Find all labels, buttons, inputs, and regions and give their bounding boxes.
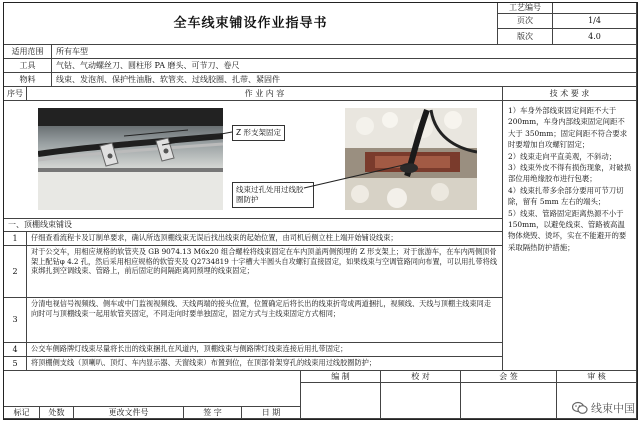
bracket-callout-leader [160, 128, 234, 148]
step-number: 5 [4, 357, 27, 371]
index-column-header: 序号 [4, 87, 27, 101]
meta-label-version: 版次 [498, 29, 553, 45]
step-text: 公交车侧路牌灯线束尽量将长出的线束捆扎在风道内，顶棚线束与侧路牌灯线束连接后用扎带固定； [27, 343, 503, 357]
countersign-sign-field [461, 383, 557, 419]
materials-value: 线束、发泡剂、保护性油脂、软管夹、过线胶圈、扎带、紧固件 [52, 73, 637, 87]
countersign-label: 会 签 [461, 371, 557, 383]
grommet-callout-leader [300, 160, 415, 192]
grommet-photo [345, 108, 477, 210]
audit-label: 审 核 [557, 371, 637, 383]
signature-label: 签 字 [184, 407, 242, 419]
step-number: 1 [4, 232, 27, 246]
meta-value-process-no [553, 3, 637, 14]
meta-value-page: 1/4 [553, 14, 637, 29]
check-sign-field [381, 383, 461, 419]
wechat-icon [572, 401, 588, 415]
watermark-text: 线束中国 [591, 402, 635, 415]
grommet-callout: 线束过孔处用过线胶圈防护 [232, 182, 314, 208]
ceiling-bracket-photo [38, 108, 223, 210]
step-text: 仔细查看流程卡及订制单要求，确认所选顶棚线束无误后找出线束的起始位置，由司机后侧立柱上端开始铺设线束； [27, 232, 503, 246]
watermark [572, 400, 635, 416]
section-title: 一、顶棚线束铺设 [4, 219, 503, 232]
scope-value: 所有车型 [52, 45, 637, 59]
bracket-callout: Z 形支架固定 [232, 125, 285, 141]
check-label: 校 对 [381, 371, 461, 383]
mark-label: 标记 [4, 407, 40, 419]
sign-blank-area [4, 371, 301, 407]
technical-requirements: 1）车身外部线束固定间距不大于 200mm，车身内部线束固定间距不大于 350mm；固定间距不符合要求时要增加自攻螺钉固定； 2）线束走向平直美观，不斜动； 3）线束外皮不得有损伤现象，对破损部位用绝缘胶布进行包裹； 4）线束扎带多余部分要用可节刀切除，留有 5mm 左右的端头； 5）线束、管路固定距离热源不小于 150mm，以避免线束、管路被高温物体烧毁、烫坏，实在不能避开的要采取隔热防护措施； [503, 101, 637, 371]
meta-label-process-no: 工艺编号 [498, 3, 553, 14]
edit-sign-field [301, 383, 381, 419]
step-text: 分清电视信号视频线、侧车或中门监视视频线、天线两端的接头位置，位置确定后将长出的线束折弯成两道捆扎，视频线、天线与顶棚主线束同走向时可与顶棚线束一起用软管夹固定，不同走向时要单独固定，固定方式与主线束固定方式相同； [27, 298, 503, 343]
document-title: 全车线束铺设作业指导书 [4, 3, 498, 45]
count-label: 处数 [40, 407, 74, 419]
date-label: 日 期 [242, 407, 301, 419]
step-number: 4 [4, 343, 27, 357]
step-text: 对于公交车，用相应规格的软管夹及 GB 9074.13 M6x20 组合螺栓将线束固定在车内顶盖两侧预埋的 Z 形支架上；对于旅游车，在车内两侧顶骨架上配钻φ 4.2 孔，然后采用相应规格的软管夹及 Q2734819 十字槽大半圆头自攻螺钉直接固定，如果线束与空调管路同向布置，可以用扎带将线束绑扎到空调线束、管路上，前后固定的间隔距离同预埋的线束固定； [27, 246, 503, 298]
step-number: 2 [4, 246, 27, 298]
step-text: 将顶棚侧支线（顶喇叭、顶灯、车内显示器、天窗线束）布置到位，在顶部骨架穿孔的线束用过线胶圈防护； [27, 357, 503, 371]
step-number: 3 [4, 298, 27, 343]
edit-label: 编 制 [301, 371, 381, 383]
requirements-column-header: 技 术 要 求 [503, 87, 637, 101]
content-column-header: 作 业 内 容 [27, 87, 503, 101]
materials-label: 物料 [4, 73, 52, 87]
scope-label: 适用范围 [4, 45, 52, 59]
doc-no-label: 更改文件号 [74, 407, 184, 419]
tools-value: 气钻、气动螺丝刀、圆柱形 PA 磨头、可节刀、卷尺 [52, 59, 637, 73]
meta-label-page: 页次 [498, 14, 553, 29]
meta-value-version: 4.0 [553, 29, 637, 45]
tools-label: 工具 [4, 59, 52, 73]
